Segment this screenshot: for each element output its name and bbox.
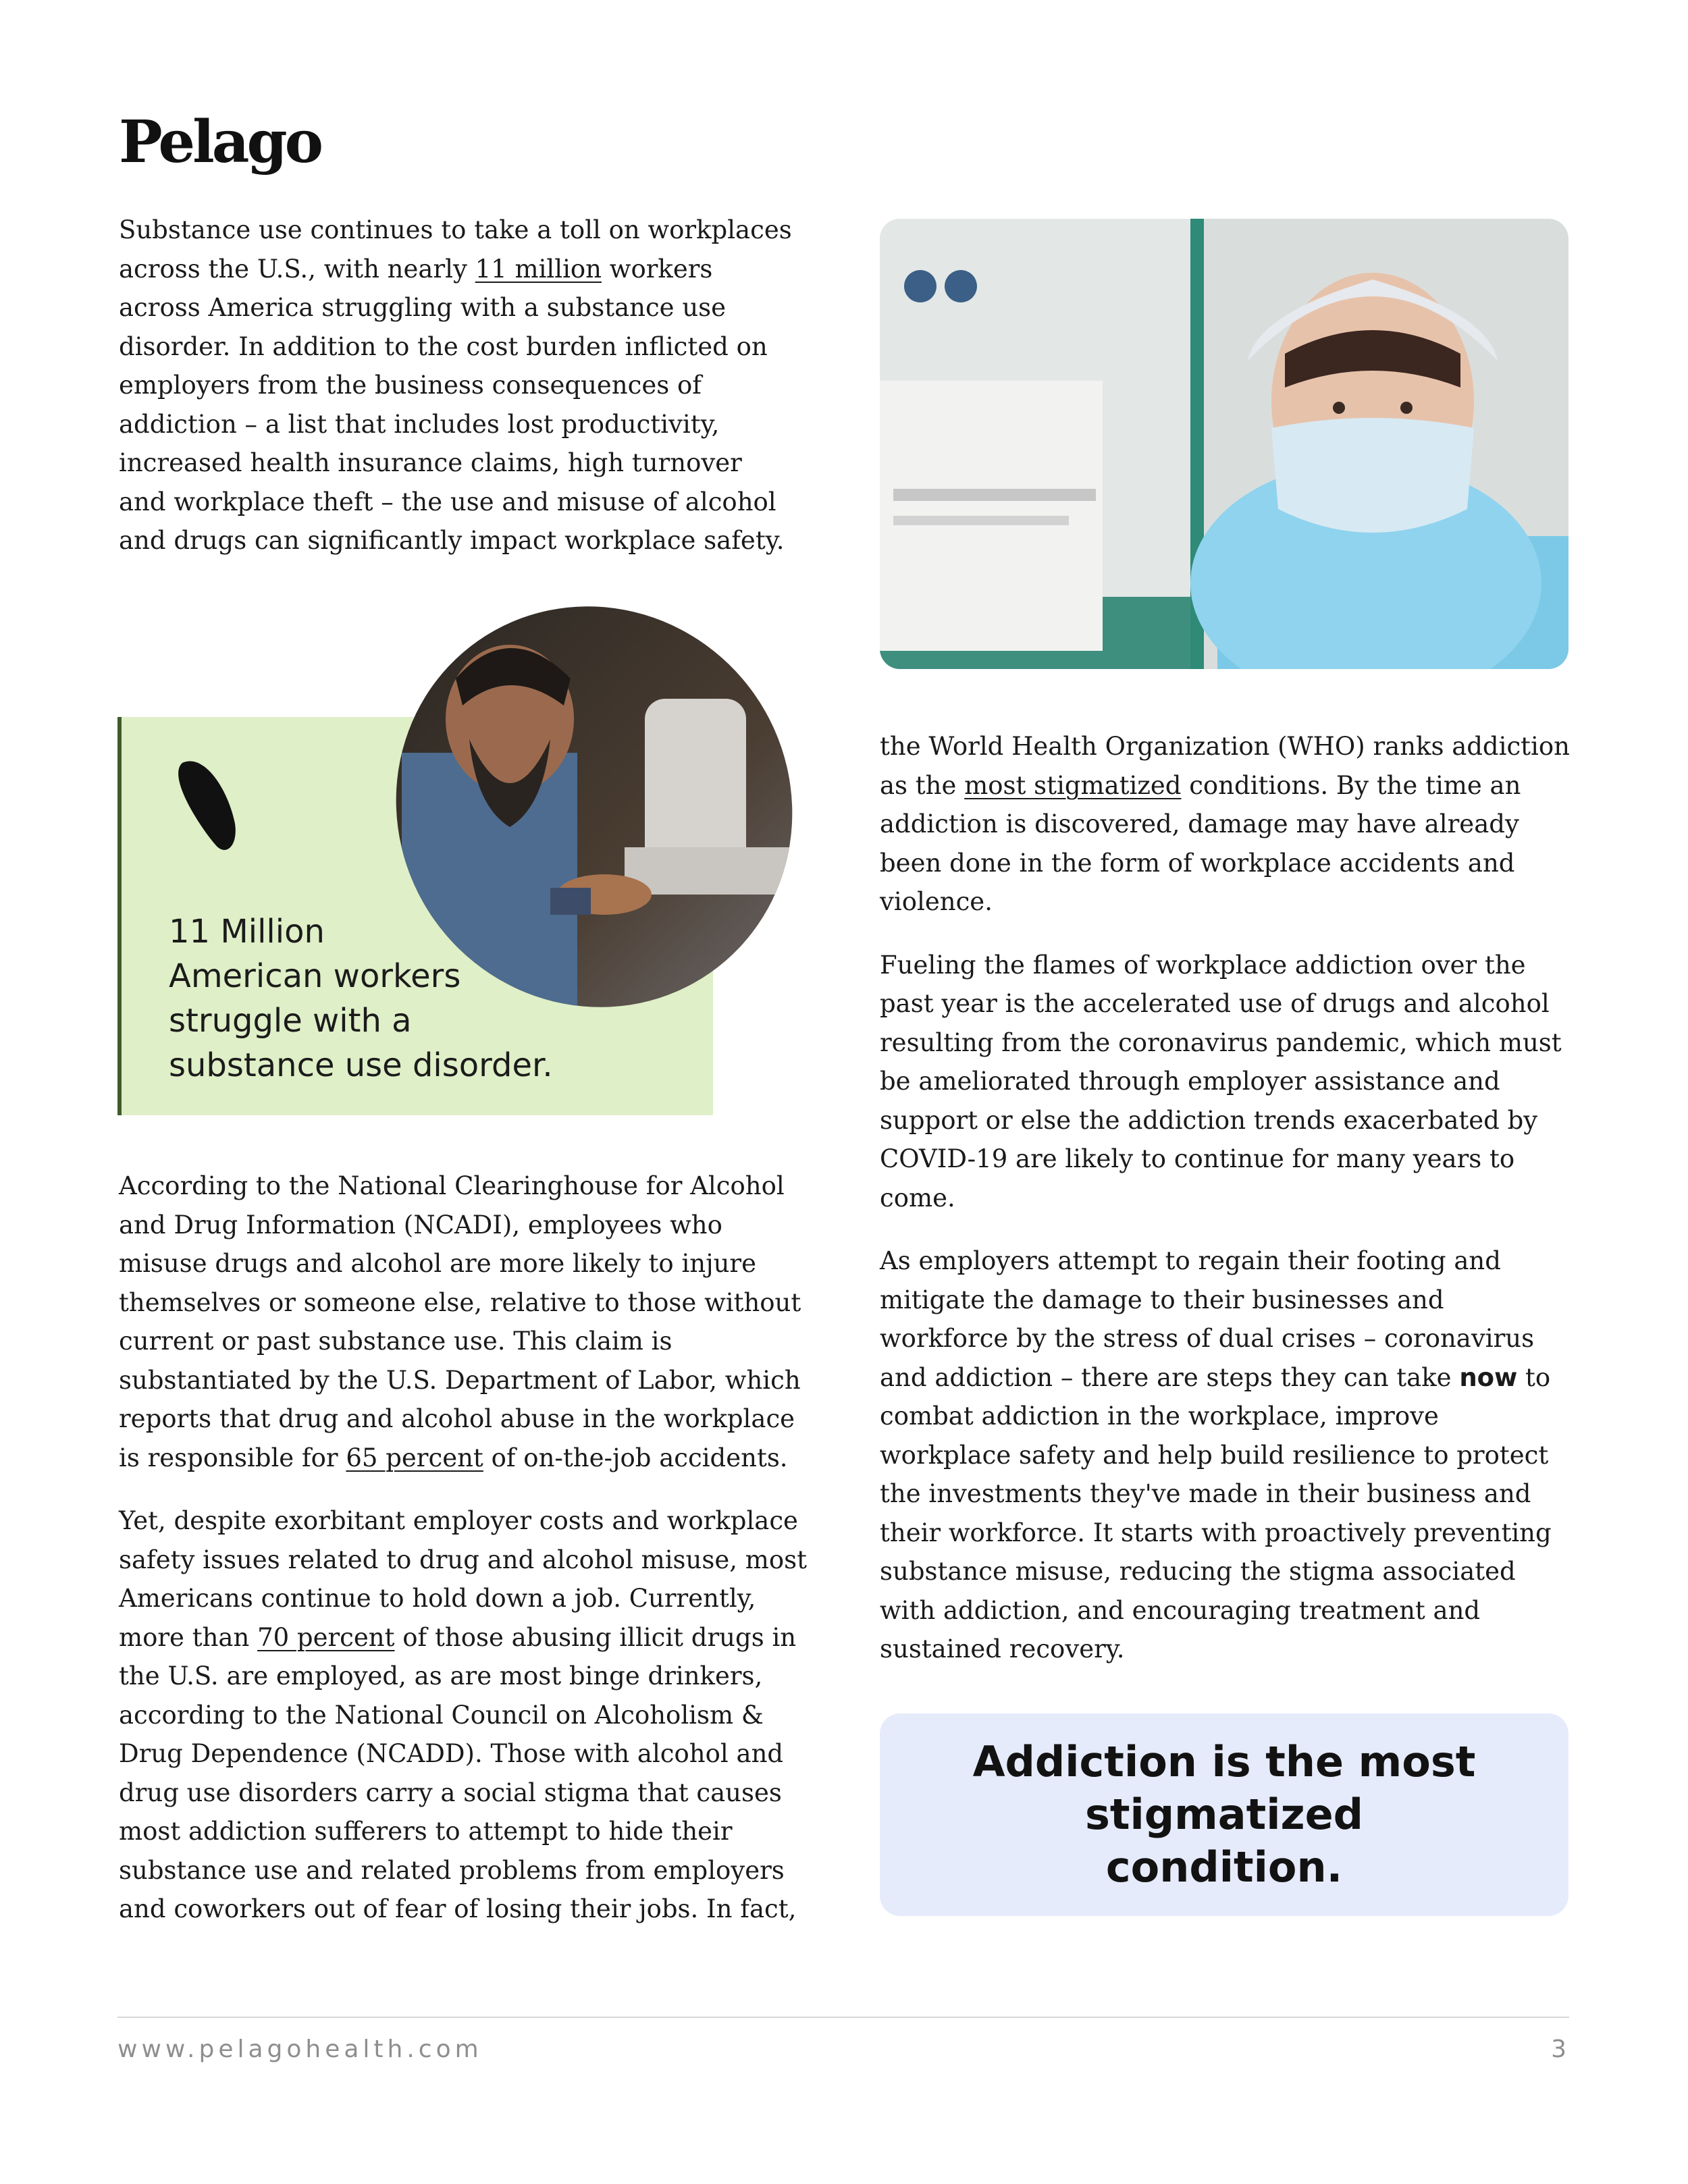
emphasis-now: now bbox=[1459, 1362, 1518, 1392]
link-most-stigmatized[interactable]: most stigmatized bbox=[964, 770, 1182, 800]
footer-divider bbox=[117, 2017, 1569, 2018]
page-number: 3 bbox=[1551, 2035, 1566, 2063]
right-body-paragraphs bbox=[880, 727, 1575, 1693]
who-text-a: the World Health Organization (WHO) ranks addiction as the bbox=[880, 732, 1570, 800]
leaf-icon bbox=[167, 749, 255, 864]
nurse-photo bbox=[880, 219, 1568, 669]
pandemic-paragraph: Fueling the flames of workplace addiction over the past year is the accelerated use of drugs and alcohol resulting from the coronavirus pandemic, which must be ameliorated through employer assistance and support or else the addiction trends exacerbated by COVID-19 are likely to continue for many years to come. bbox=[880, 950, 1562, 1213]
intro-text-b: workers across America struggling with a substance use disorder. In addition to the cost burden inflicted on employers from the business consequences of addiction – a list that includes lost productivity, increased health insurance claims, high turnover and workplace theft – the use and misuse of alcohol and drugs can significantly impact workplace safety. bbox=[119, 254, 785, 555]
footer-url[interactable]: www.pelagohealth.com bbox=[117, 2035, 483, 2063]
left-body-paragraphs bbox=[119, 1167, 814, 1953]
worker-sewing-photo bbox=[381, 604, 807, 1009]
ncadi-text-b: of on-the-job accidents. bbox=[483, 1443, 788, 1472]
link-65-percent[interactable]: 65 percent bbox=[346, 1443, 483, 1472]
pull-quote-text: Addiction is the most stigmatized condition. bbox=[972, 1737, 1476, 1892]
pelago-logo: Pelago bbox=[119, 108, 321, 176]
callout-stat-text: 11 Million American workers struggle with a substance use disorder. bbox=[169, 913, 553, 1084]
employers-text-b: to combat addiction in the workplace, improve workplace safety and help build resilience to protect the investments they've made in their business and their workforce. It starts with proactively preventing substance misuse, reducing the stigma associated with addiction, and encouraging treatment and sustained recovery. bbox=[880, 1362, 1552, 1663]
link-11-million[interactable]: 11 million bbox=[475, 254, 602, 284]
employers-text-a: As employers attempt to regain their footing and mitigate the damage to their businesses and workforce by the stress of dual crises – coronavirus and addiction – there are steps they can take bbox=[880, 1246, 1535, 1392]
who-text-b: conditions. By the time an addiction is discovered, damage may have already been done in the form of workplace accidents and violence. bbox=[880, 770, 1521, 916]
employed-text-a: Yet, despite exorbitant employer costs and workplace safety issues related to drug and alcohol misuse, most Americans continue to hold down a job. Currently, more than bbox=[119, 1506, 807, 1652]
intro-paragraph bbox=[119, 211, 794, 585]
ncadi-text-a: According to the National Clearinghouse for Alcohol and Drug Information (NCADI), employees who misuse drugs and alcohol are more likely to injure themselves or someone else, relative to those without current or past substance use. This claim is substantiated by the U.S. Department of Labor, which reports that drug and alcohol abuse in the workplace is responsible for bbox=[119, 1171, 801, 1472]
intro-text-a: Substance use continues to take a toll on workplaces across the U.S., with nearly bbox=[119, 215, 792, 284]
nurse-illustration bbox=[880, 219, 1568, 669]
link-70-percent[interactable]: 70 percent bbox=[257, 1622, 395, 1652]
pull-quote bbox=[880, 1713, 1568, 1916]
employed-text-b: of those abusing illicit drugs in the U.S. are employed, as are most binge drinkers, according to the National Council on Alcoholism & Drug Dependence (NCADD). Those with alcohol and drug use disorders carry a social stigma that causes most addiction sufferers to attempt to hide their substance use and related problems from employers and coworkers out of fear of losing their jobs. In fact, bbox=[119, 1622, 797, 1923]
